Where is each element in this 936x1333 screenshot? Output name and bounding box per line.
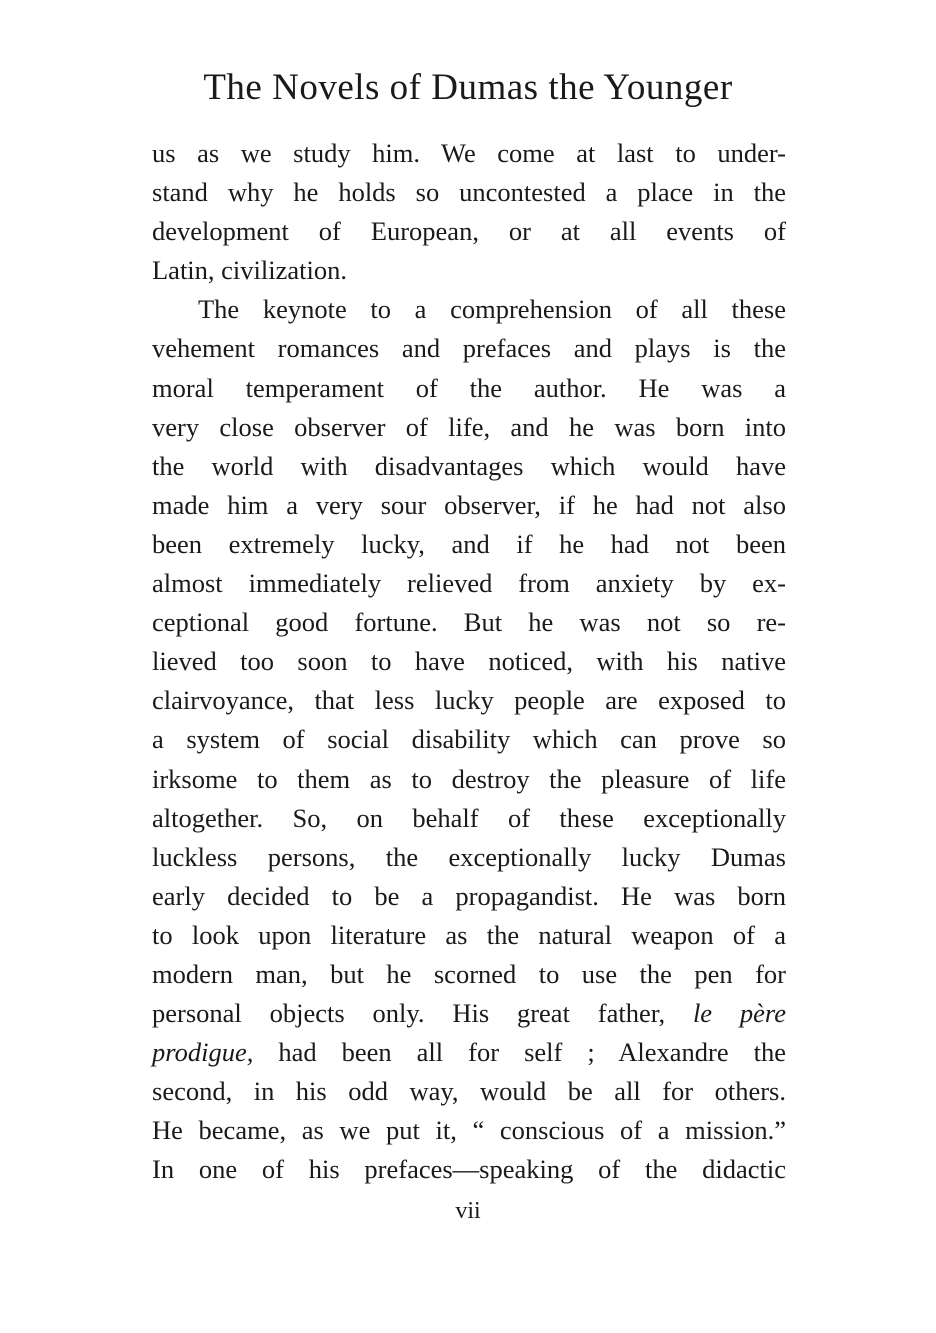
text-line: very close observer of life, and he was born into bbox=[152, 411, 786, 442]
text-line: to look upon literature as the natural weapon of a bbox=[152, 919, 786, 950]
running-head: The Novels of Dumas the Younger bbox=[203, 67, 733, 108]
body-text bbox=[152, 134, 786, 1190]
text-line: been extremely lucky, and if he had not been bbox=[152, 528, 786, 559]
line-text: had been all for self ; Alexandre the bbox=[253, 1037, 786, 1068]
text-line: The keynote to a comprehension of all these bbox=[198, 294, 786, 325]
text-line: made him a very sour observer, if he had not also bbox=[152, 489, 786, 520]
page-number: vii bbox=[455, 1198, 481, 1224]
text-line: He became, as we put it, “ conscious of a mission.” bbox=[152, 1115, 786, 1146]
text-line: us as we study him. We come at last to under- bbox=[152, 138, 786, 168]
text-line: ceptional good fortune. But he was not so re- bbox=[152, 607, 786, 638]
text-line bbox=[152, 994, 786, 1033]
line-text: personal objects only. His great father, bbox=[152, 998, 693, 1029]
text-line: lieved too soon to have noticed, with his native bbox=[152, 646, 786, 677]
text-line: the world with disadvantages which would have bbox=[152, 450, 786, 481]
text-line: development of European, or at all events of bbox=[152, 216, 786, 247]
text-line: irksome to them as to destroy the pleasure of life bbox=[152, 763, 786, 794]
text-line bbox=[152, 1033, 786, 1072]
text-line: second, in his odd way, would be all for others. bbox=[152, 1076, 786, 1107]
italic-phrase: prodigue, bbox=[152, 1037, 254, 1068]
text-line: vehement romances and prefaces and plays is the bbox=[152, 333, 786, 364]
text-line: early decided to be a propagandist. He was born bbox=[152, 880, 786, 911]
text-line: In one of his prefaces—speaking of the didactic bbox=[152, 1154, 786, 1185]
text-line: Latin, civilization. bbox=[152, 255, 348, 286]
paragraph-continued bbox=[152, 134, 786, 290]
text-line: moral temperament of the author. He was a bbox=[152, 372, 786, 403]
paragraph-keynote bbox=[152, 290, 786, 1189]
text-line: altogether. So, on behalf of these exceptionally bbox=[152, 802, 786, 833]
text-line: clairvoyance, that less lucky people are exposed to bbox=[152, 685, 786, 716]
text-line: luckless persons, the exceptionally lucky Dumas bbox=[152, 841, 786, 872]
text-line: a system of social disability which can prove so bbox=[152, 724, 786, 755]
text-line: modern man, but he scorned to use the pen for bbox=[152, 958, 786, 989]
italic-phrase: le père bbox=[692, 998, 786, 1029]
text-line: stand why he holds so uncontested a place in the bbox=[152, 177, 786, 208]
text-line: almost immediately relieved from anxiety by ex- bbox=[152, 568, 786, 599]
